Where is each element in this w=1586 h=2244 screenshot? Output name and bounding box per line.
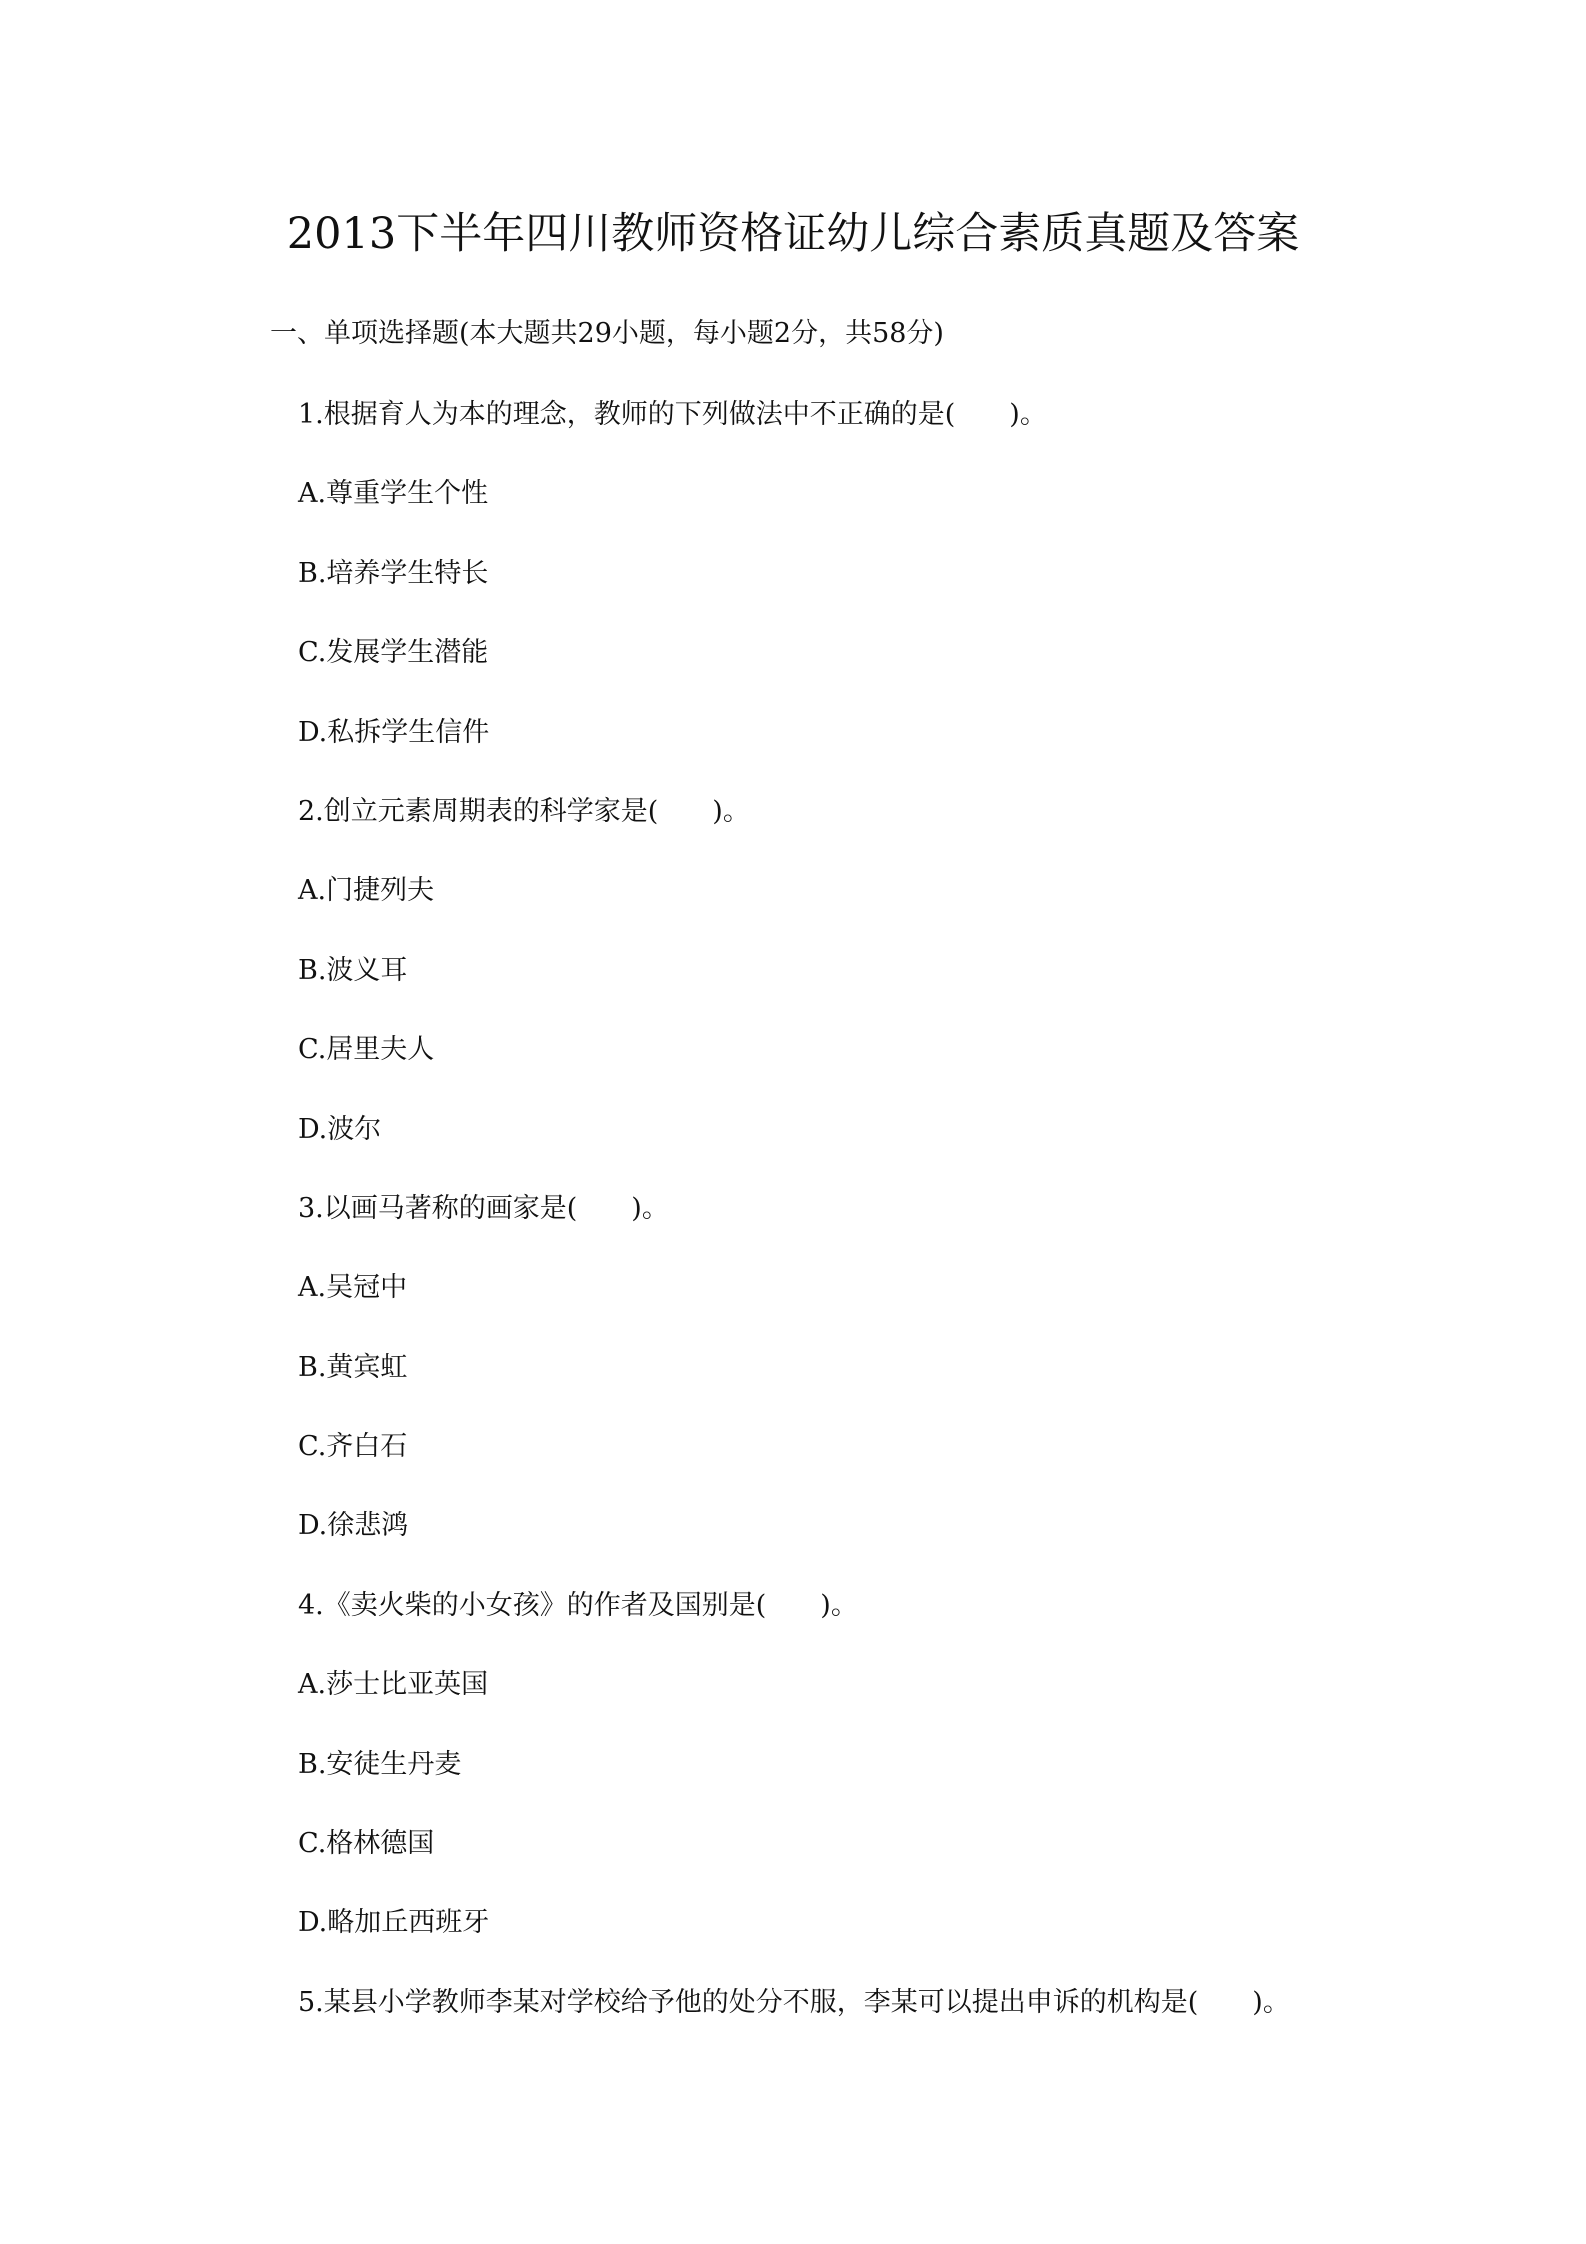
question-2-option-b: B.波义耳 <box>298 954 408 986</box>
question-1-option-b: B.培养学生特长 <box>298 557 489 589</box>
question-3: 3.以画马著称的画家是( )。 <box>298 1192 669 1224</box>
question-5: 5.某县小学教师李某对学校给予他的处分不服，李某可以提出申诉的机构是( )。 <box>298 1986 1290 2018</box>
question-1-option-c: C.发展学生潜能 <box>298 637 489 669</box>
section-heading: 一、单项选择题(本大题共29小题，每小题2分，共58分) <box>270 318 944 349</box>
question-2: 2.创立元素周期表的科学家是( )。 <box>298 795 750 827</box>
question-4-option-d: D.略加丘西班牙 <box>298 1907 490 1939</box>
question-4-option-b: B.安徒生丹麦 <box>298 1748 462 1780</box>
question-3-option-d: D.徐悲鸿 <box>298 1510 409 1542</box>
question-4-option-c: C.格林德国 <box>298 1828 435 1860</box>
document-title: 2013下半年四川教师资格证幼儿综合素质真题及答案 <box>286 209 1300 259</box>
question-1: 1.根据育人为本的理念，教师的下列做法中不正确的是( )。 <box>298 399 1047 430</box>
question-3-option-c: C.齐白石 <box>298 1431 408 1463</box>
question-1-option-d: D.私拆学生信件 <box>298 716 490 748</box>
question-2-option-a: A.门捷列夫 <box>298 875 435 907</box>
question-1-option-a: A.尊重学生个性 <box>298 478 489 510</box>
question-3-option-b: B.黄宾虹 <box>298 1351 408 1383</box>
question-4: 4.《卖火柴的小女孩》的作者及国别是( )。 <box>298 1589 858 1621</box>
question-2-option-c: C.居里夫人 <box>298 1034 435 1066</box>
question-2-option-d: D.波尔 <box>298 1113 382 1145</box>
question-4-option-a: A.莎士比亚英国 <box>298 1669 489 1701</box>
question-list <box>298 395 1398 2062</box>
question-3-option-a: A.吴冠中 <box>298 1272 408 1304</box>
